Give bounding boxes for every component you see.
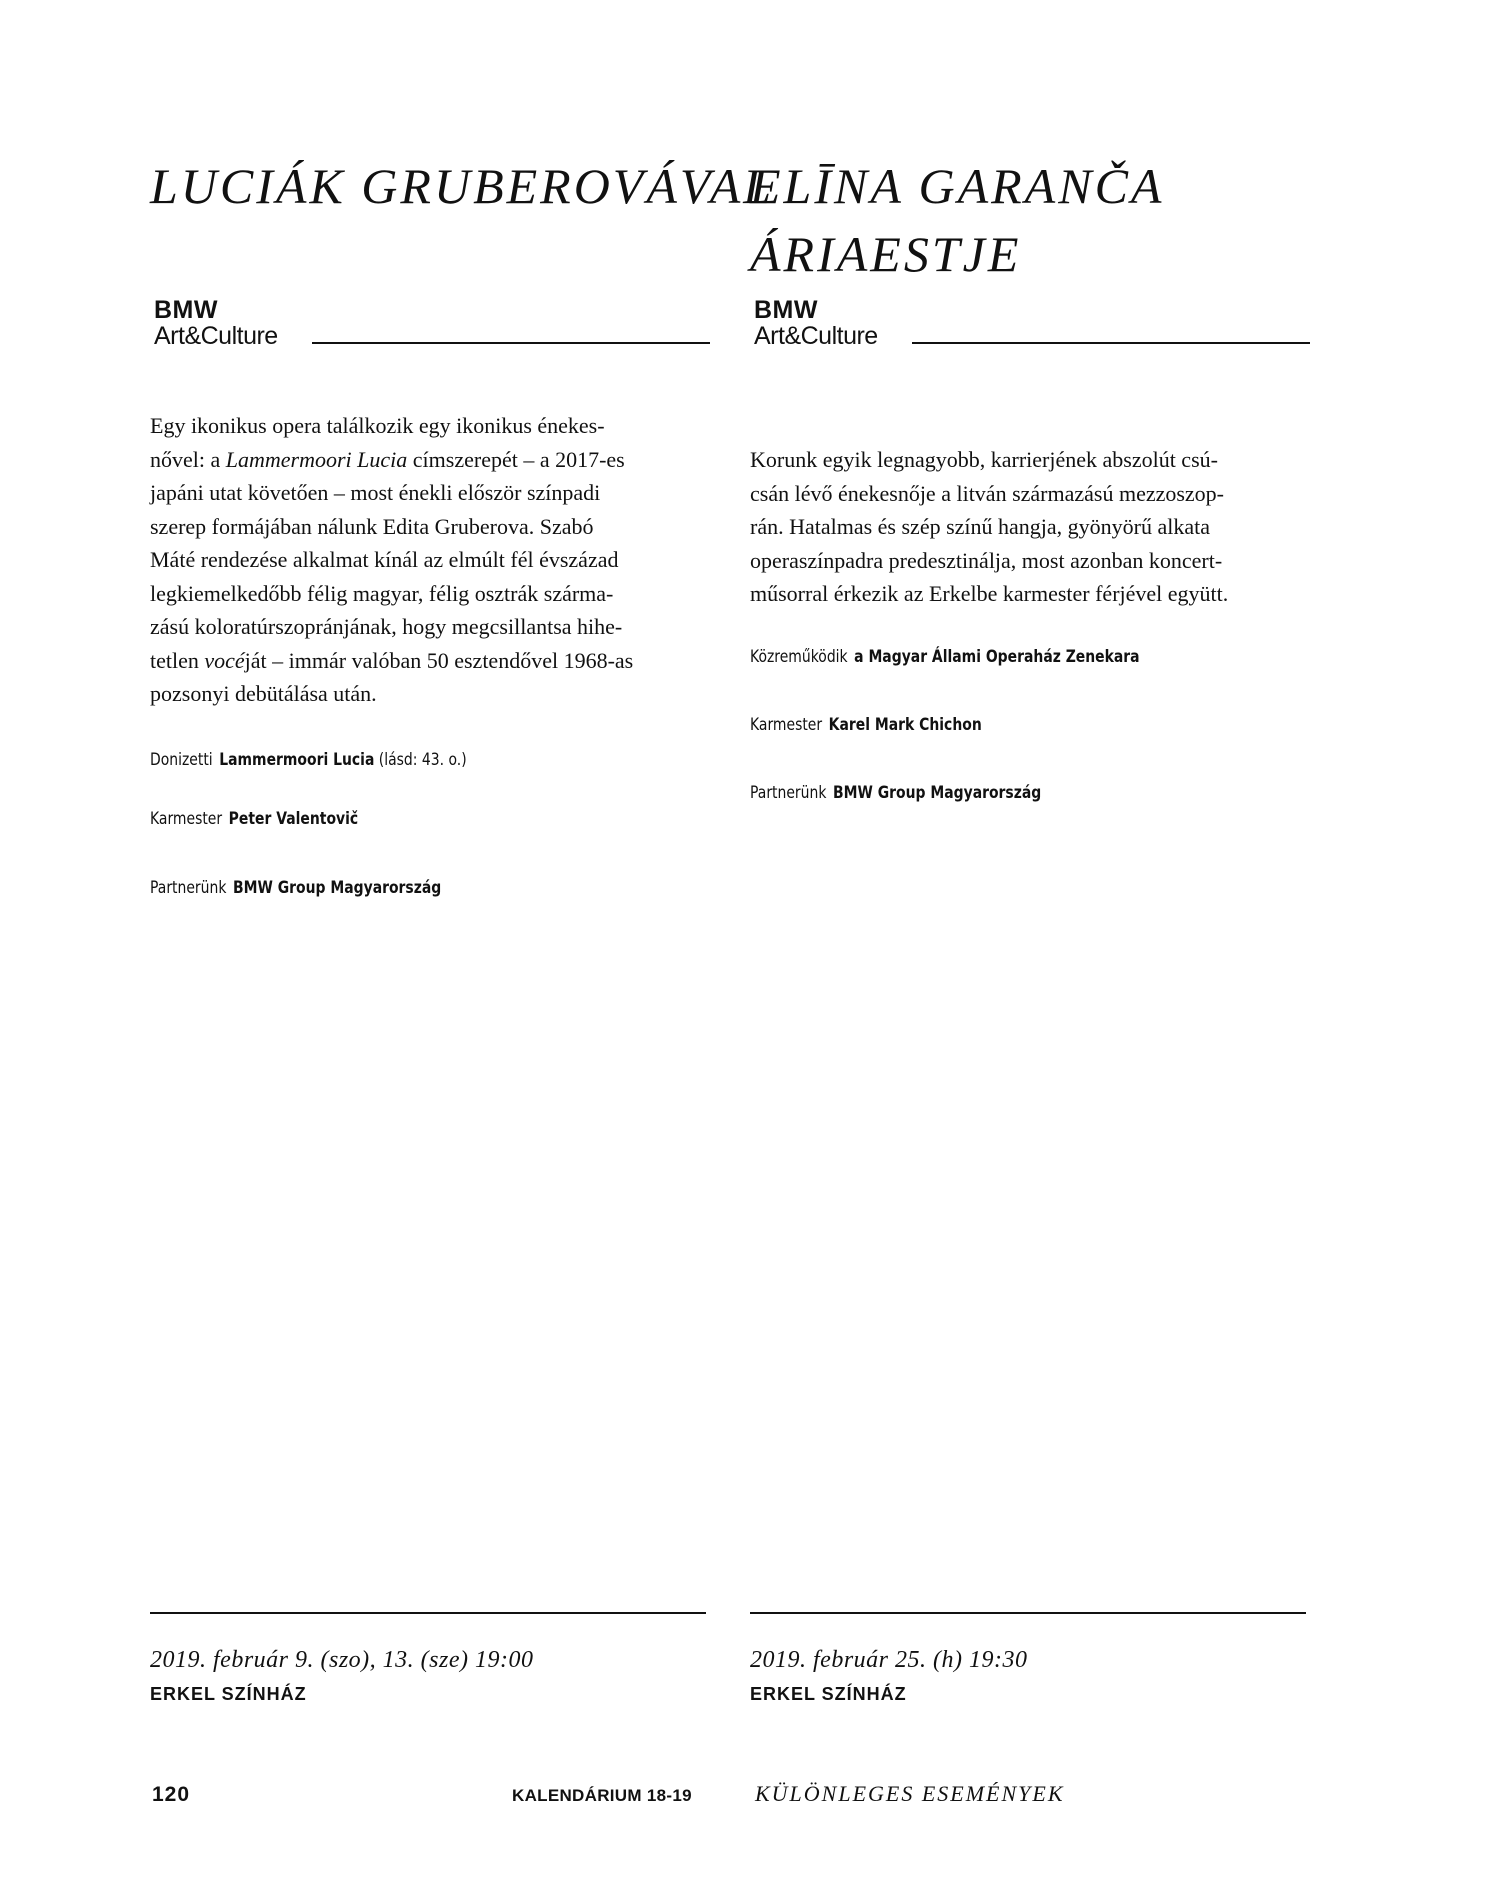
event-title <box>750 152 1370 288</box>
credit-orchestra: Közreműködik a Magyar Állami Operaház Zenekara <box>750 647 1140 667</box>
description-line: nővel: a Lammermoori Lucia címszerepét – a 2017-es <box>150 446 625 472</box>
event-description <box>750 443 1310 611</box>
event-date: 2019. február 9. (szo), 13. (sze) 19:00 <box>150 1647 534 1673</box>
section-name: KÜLÖNLEGES ESEMÉNYEK <box>755 1781 1065 1806</box>
credit-partner: Partnerünk BMW Group Magyarország <box>750 783 1042 803</box>
work-title-italic: Lammermoori Lucia <box>225 446 408 472</box>
description-line: Korunk egyik legnagyobb, karrierjének abszolút csú- <box>750 447 1218 472</box>
description-line: szerep formájában nálunk Edita Gruberova. Szabó <box>150 513 594 539</box>
sponsor-brand: BMW <box>754 296 818 324</box>
event-title-line: ÁRIAESTJE <box>750 226 1022 282</box>
event-title-line: ELĪNA GARANČA <box>750 158 1165 214</box>
description-line: Egy ikonikus opera találkozik egy ikonikus énekes- <box>150 413 605 438</box>
credit-partner: Partnerünk BMW Group Magyarország <box>150 878 442 898</box>
event-venue: ERKEL SZÍNHÁZ <box>150 1684 307 1704</box>
voce-italic: vocé <box>204 647 245 673</box>
page-number: 120 <box>152 1783 191 1806</box>
description-line: tetlen vocéját – immár valóban 50 esztendővel 1968-as <box>150 647 634 673</box>
description-line: legkiemelkedőbb félig magyar, félig osztrák szárma- <box>150 580 614 606</box>
description-line: Máté rendezése alkalmat kínál az elmúlt fél évszázad <box>150 547 619 572</box>
credit-conductor: Karmester Peter Valentovič <box>150 809 359 829</box>
sponsor-brand: BMW <box>154 296 218 324</box>
event-title-line: LUCIÁK GRUBEROVÁVAL <box>150 158 775 214</box>
event-venue: ERKEL SZÍNHÁZ <box>750 1684 907 1704</box>
sponsor-logo <box>754 297 1310 349</box>
description-line: műsorral érkezik az Erkelbe karmester férjével együtt. <box>750 581 1229 606</box>
credit-work: Donizetti Lammermoori Lucia (lásd: 43. o.) <box>150 750 467 770</box>
event-date: 2019. február 25. (h) 19:30 <box>750 1647 1028 1673</box>
description-line: rán. Hatalmas és szép színű hangja, gyönyörű alkata <box>750 514 1211 539</box>
publication-name: KALENDÁRIUM 18-19 <box>512 1786 692 1805</box>
description-line: operaszínpadra predesztinálja, most azonban koncert- <box>750 547 1223 573</box>
sponsor-logo <box>154 297 710 349</box>
event-column-garanca <box>750 0 1310 1890</box>
sponsor-subtitle: Art&Culture <box>754 322 878 350</box>
description-line: zású koloratúrszopránjának, hogy megcsillantsa hihe- <box>150 614 623 639</box>
sponsor-rule <box>312 342 710 344</box>
credit-conductor: Karmester Karel Mark Chichon <box>750 715 982 735</box>
sponsor-rule <box>912 342 1310 344</box>
date-divider <box>150 1612 706 1614</box>
sponsor-subtitle: Art&Culture <box>154 322 278 350</box>
event-description <box>150 409 710 711</box>
event-column-gruberova <box>150 0 775 1890</box>
description-line: csán lévő énekesnője a litván származású mezzoszop- <box>750 480 1225 506</box>
event-title <box>150 152 775 220</box>
description-line: japáni utat követően – most énekli először színpadi <box>150 480 601 505</box>
date-divider <box>750 1612 1306 1614</box>
description-line: pozsonyi debütálása után. <box>150 681 377 706</box>
